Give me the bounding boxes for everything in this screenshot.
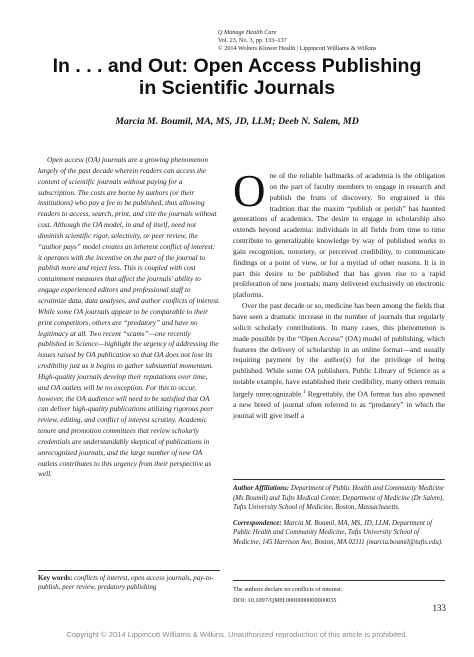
keywords-label: Key words: <box>38 574 73 582</box>
citation-1: 1 <box>303 389 306 395</box>
keywords-block <box>38 570 220 592</box>
paragraph-2-start: Over the past decade or so, medicine has been among the fields that have seen a dramatic increase in the number of journals that regularly solicit scholarly contributions. In many cases, this phenomenon is made possible by the “Open Access” (OA) model of publishing, which features the delivery of scholarship in an online format—and usually requiring payment by the author(s) for the privilege of being published. While some OA publishers, Public Library of Science as a notable example, have established their credibility, many others remain largely unrecognizable. <box>233 301 445 399</box>
article-title <box>0 55 474 99</box>
correspondence-label: Correspondence: <box>233 519 282 527</box>
abstract: Open access (OA) journals are a growing phenomenon largely of the past decade wherein readers can access the content of scientific journals without paying for a subscription. The costs are borne by authors (or their institutions) who pay a fee to be published, thus allowing readers to access, search, print, and cite the journals without cost. Although the OA model, in and of itself, need not diminish scientific rigor, selectivity, or peer review, the “author pays” model creates an inherent conflict of interest: it operates with the incentive on the part of the journal to publish more and reject less. This is coupled with cost containment measures that affect the journals' ability to engage experienced editors and professional staff to scrutinize data, data analyses, and author conflicts of interest. While some OA journals appear to be comparable to their print competitors, others are “predatory” and have no legitimacy at all. Two recent “scams”—one recently published in Science—highlight the urgency of addressing the issues raised by OA publication so that OA does not lose its credibility just as it begins to gather substantial momentum. High-quality journals develop their reputations over time, and OA outlets will be no exception. For this to occur, however, the OA audience will need to be satisfied that OA can deliver high-quality publications utilizing rigorous peer review, editing, and conflict of interest scrutiny. Academic tenure and promotion committees that review scholarly credentials are understandably skeptical of publications in unrecognized journals, and the large number of new OA outlets contributes to this urgency from their perspective as well. <box>38 155 220 479</box>
copyright-footer: Copyright © 2014 Lippincott Williams & Wilkins. Unauthorized reproduction of this article is prohibited. <box>66 630 408 639</box>
paragraph-2-end: Regrettably, the OA format has also spawned a new breed of journal often referred to as “predatory” in which the journal will give itself a <box>233 389 445 421</box>
title-line-1: In . . . and Out: Open Access Publishing <box>52 55 422 77</box>
journal-volume: Vol. 23, No. 3, pp. 133–137 <box>218 37 287 44</box>
body-paragraph-2 <box>233 301 445 422</box>
correspondence-text: Marcia M. Boumil, MA, MS, JD, LLM, Department of Public Health and Community Medicine, Tufts University School of Medicine, 145 Harrison Ave, Boston, MA 02111 (marcia.boumil@tufts.edu). <box>233 519 443 546</box>
footnotes <box>233 580 445 606</box>
keywords-text: conflicts of interest, open access journals, pay-to-publish, peer review, predatory publishing <box>38 574 214 591</box>
drop-cap: O <box>233 166 266 216</box>
journal-header <box>218 29 448 53</box>
journal-copyright: © 2014 Wolters Kluwer Health | Lippincott Williams & Wilkins <box>218 45 377 52</box>
paragraph-1-text: ne of the reliable hallmarks of academia is the obligation on the part of faculty members to engage in research and publish the fruits of discovery. So engrained is this tradition that the maxim “publish or perish” has haunted generations of academics. The desire to engage in scholarship also extends beyond academia: individuals in all fields from time to time contribute to generalizable knowledge by way of published works to gain recognition, notoriety, or perceived credibility, to communicate findings or a point of view, or for a myriad of other reasons. It is in part this desire to be published that has given rise to a rapid proliferation of new journals; many delivered exclusively on electronic platforms. <box>233 171 445 300</box>
journal-name: Q Manage Health Care <box>218 29 277 36</box>
affiliations <box>233 484 445 513</box>
title-line-2: in Scientific Journals <box>138 77 336 99</box>
author-notes <box>233 479 445 553</box>
doi: DOI: 10.1097/QMH.0000000000000035 <box>233 597 337 604</box>
page-number: 133 <box>432 603 446 613</box>
affiliations-text: Department of Public Health and Community Medicine (Ms Boumil) and Tufts Medical Center, Department of Medicine (Dr Salem), Tufts University School of Medicine, Boston, Massachusetts. <box>233 485 444 511</box>
conflict-statement: The authors declare no conflicts of interest. <box>233 586 343 593</box>
body-paragraph-1 <box>233 166 445 301</box>
body-text <box>233 166 445 422</box>
correspondence <box>233 519 445 548</box>
author-list: Marcia M. Boumil, MA, MS, JD, LLM; Deeb N. Salem, MD <box>115 116 359 127</box>
affiliations-label: Author Affiliations: <box>233 485 290 492</box>
